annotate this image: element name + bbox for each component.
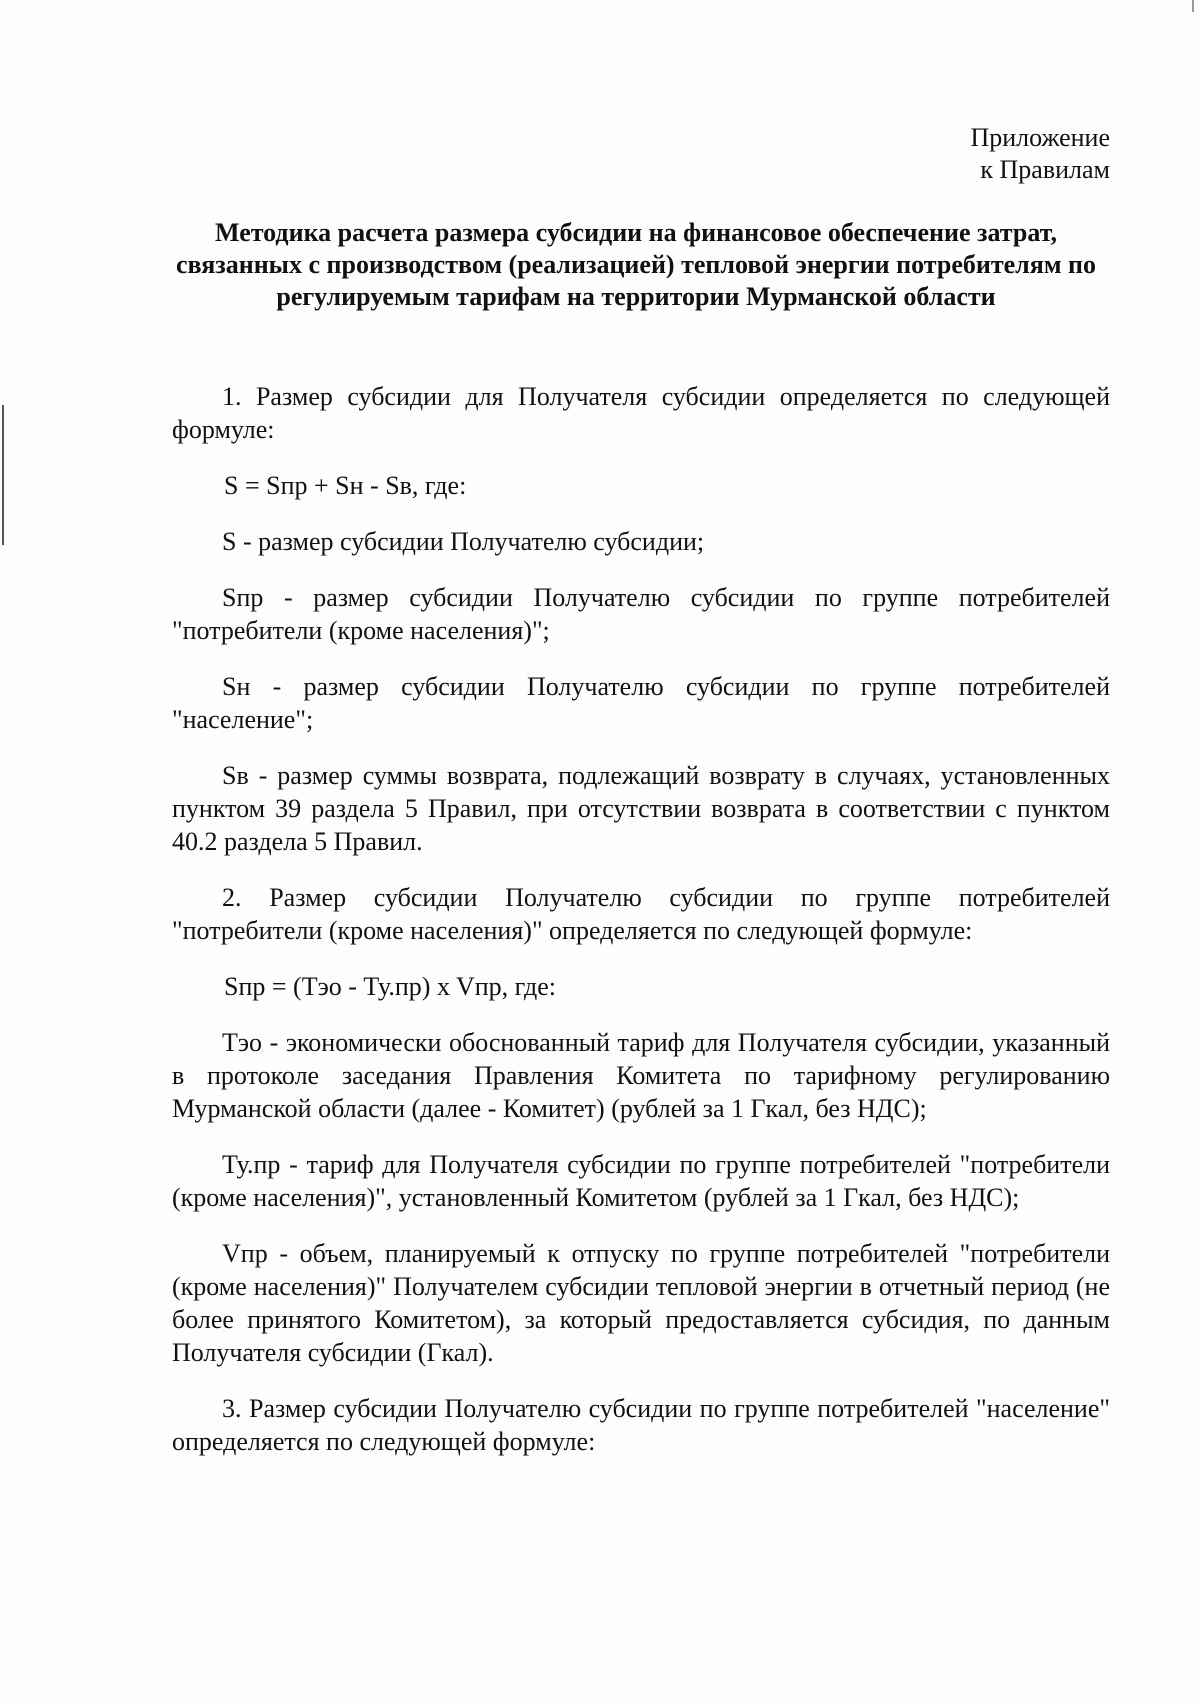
formula-total-subsidy: S = Sпр + Sн - Sв, где: bbox=[224, 471, 467, 500]
definition-s: S - размер субсидии Получателю субсидии; bbox=[222, 527, 705, 556]
definition-s-n: Sн - размер субсидии Получателю субсидии по группе потребителей "население"; bbox=[172, 672, 1110, 734]
formula-s-pr: Sпр = (Тэо - Ту.пр) x Vпр, где: bbox=[224, 972, 557, 1001]
scan-edge-line bbox=[2, 405, 4, 545]
paragraph-2: 2. Размер субсидии Получателю субсидии по группе потребителей "потребители (кроме населения)" определяется по следующей формуле: bbox=[172, 883, 1110, 945]
definition-v-pr: Vпр - объем, планируемый к отпуску по группе потребителей "потребители (кроме населения)" Получателем субсидии тепловой энергии в отчетный период (не более принятого Комитетом), за который предоставляется субсидия, по данным Получателя субсидии (Гкал). bbox=[172, 1239, 1110, 1367]
definition-t-eo: Тэо - экономически обоснованный тариф для Получателя субсидии, указанный в протоколе заседания Правления Комитета по тарифному регулированию Мурманской области (далее - Комитет) (рублей за 1 Гкал, без НДС); bbox=[172, 1028, 1110, 1123]
definition-s-v: Sв - размер суммы возврата, подлежащий возврату в случаях, установленных пунктом 39 раздела 5 Правил, при отсутствии возврата в соответствии с пунктом 40.2 раздела 5 Правил. bbox=[172, 761, 1110, 856]
definition-s-pr: Sпр - размер субсидии Получателю субсидии по группе потребителей "потребители (кроме населения)"; bbox=[172, 583, 1110, 645]
definition-t-u-pr: Ту.пр - тариф для Получателя субсидии по группе потребителей "потребители (кроме населения)", установленный Комитетом (рублей за 1 Гкал, без НДС); bbox=[172, 1150, 1110, 1212]
scan-corner-mark bbox=[1184, 0, 1194, 12]
document-body bbox=[172, 380, 1110, 1481]
annex-header bbox=[970, 122, 1110, 186]
paragraph-3: 3. Размер субсидии Получателю субсидии по группе потребителей "население" определяется по следующей формуле: bbox=[172, 1394, 1110, 1456]
document-title: Методика расчета размера субсидии на финансовое обеспечение затрат, связанных с производством (реализацией) тепловой энергии потребителям по регулируемым тарифам на территории Мурманской области bbox=[175, 218, 1097, 311]
annex-line-2: к Правилам bbox=[980, 155, 1110, 184]
annex-line-1: Приложение bbox=[970, 123, 1110, 152]
paragraph-1: 1. Размер субсидии для Получателя субсидии определяется по следующей формуле: bbox=[172, 382, 1110, 444]
